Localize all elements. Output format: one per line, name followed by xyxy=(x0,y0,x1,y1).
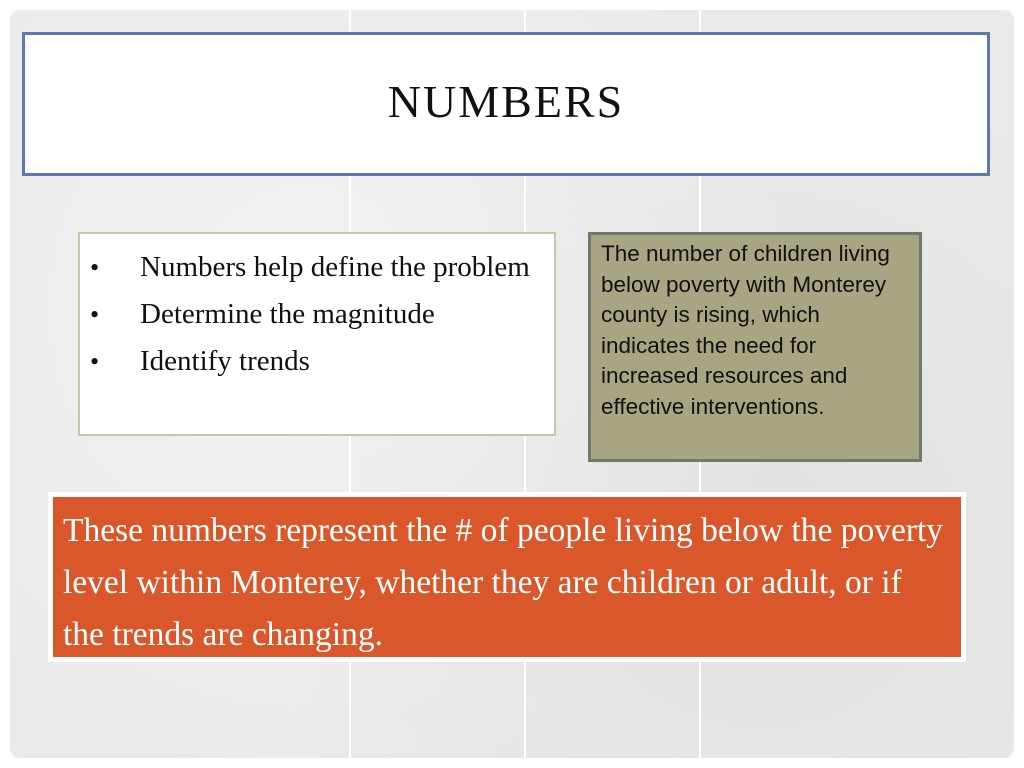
note-box xyxy=(588,232,922,462)
bullet-text: Identify trends xyxy=(140,345,310,377)
bullet-icon: • xyxy=(90,253,100,282)
bullet-item xyxy=(80,338,540,385)
bullet-icon: • xyxy=(90,300,100,329)
bullet-icon: • xyxy=(90,347,100,376)
summary-text: These numbers represent the # of people living below the poverty level within Monterey, whether they are children or adult, or if the trends are changing. xyxy=(53,497,961,657)
summary-box xyxy=(48,492,966,662)
bullet-text: Numbers help define the problem xyxy=(140,251,530,283)
bullet-list-box xyxy=(78,232,556,436)
bullet-text: Determine the magnitude xyxy=(140,298,435,330)
bullet-item xyxy=(80,244,540,291)
note-text: The number of children living below poverty with Monterey county is rising, which indicates the need for increased resources and effective interventions. xyxy=(601,241,890,419)
bullet-list xyxy=(80,244,540,385)
title-box xyxy=(22,32,990,176)
slide xyxy=(10,10,1014,758)
slide-title: NUMBERS xyxy=(387,75,625,127)
bullet-item xyxy=(80,291,540,338)
